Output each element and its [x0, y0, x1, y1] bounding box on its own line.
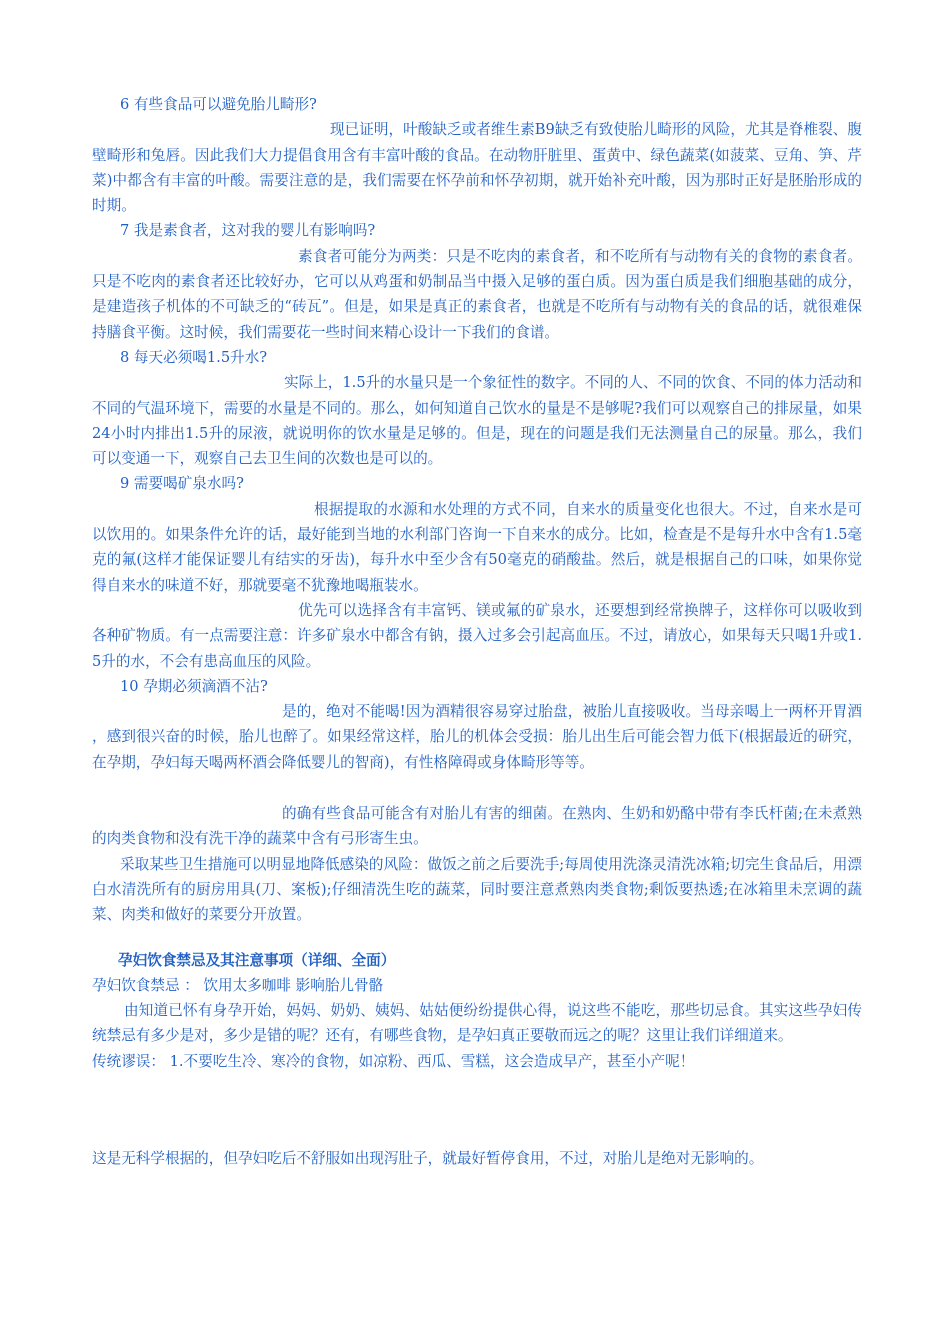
answer-8: 实际上，1.5升的水量只是一个象征性的数字。不同的人、不同的饮食、不同的体力活动和不同的气温环境下，需要的水量是不同的。那么，如何知道自己饮水的量是不是够呢?我们可以观察自己的排尿量，如果24小时内排出1.5升的尿液，就说明你的饮水量是足够的。但是，现在的问题是我们无法测量自己的尿量。那么，我们可以变通一下，观察自己去卫生间的次数也是可以的。	[92, 374, 862, 468]
answer-10-hygiene: 采取某些卫生措施可以明显地降低感染的风险：做饭之前之后要洗手;每周使用洗涤灵清洗冰箱;切完生食品后，用漂白水清洗所有的厨房用具(刀、案板);仔细清洗生吃的蔬菜，同时要注意煮熟肉类食物;剩饭要热透;在冰箱里未烹调的蔬菜、肉类和做好的菜要分开放置。	[92, 855, 862, 924]
spacer	[92, 1074, 862, 1146]
article-intro: 由知道已怀有身孕开始，妈妈、奶奶、姨妈、姑姑便纷纷提供心得，说这些不能吃，那些切忌食。其实这些孕妇传统禁忌有多少是对，多少是错的呢？还有，有哪些食物，是孕妇真正要敬而远之的呢？这里让我们详细道来。	[92, 1002, 862, 1045]
article-myth: 传统谬误： 1.不要吃生冷、寒冷的食物，如凉粉、西瓜、雪糕，这会造成早产，甚至小产呢！	[92, 1052, 695, 1070]
answer-9: 根据提取的水源和水处理的方式不同，自来水的质量变化也很大。不过，自来水是可以饮用的。如果条件允许的话，最好能到当地的水利部门咨询一下自来水的成分。比如，检查是不是每升水中含有1.5毫克的氟(这样才能保证婴儿有结实的牙齿)，每升水中至少含有50毫克的硝酸盐。然后，就是根据自己的口味，如果你觉得自来水的味道不好，那就要毫不犹豫地喝瓶装水。	[92, 500, 862, 594]
question-7: 7 我是素食者，这对我的婴儿有影响吗?	[120, 222, 376, 240]
article-subtitle: 孕妇饮食禁忌 ： 饮用太多咖啡 影响胎儿骨骼	[92, 976, 384, 994]
article-conclusion: 这是无科学根据的，但孕妇吃后不舒服如出现泻肚子，就最好暂停食用，不过，对胎儿是绝对无影响的。	[92, 1149, 764, 1167]
question-8: 8 每天必须喝1.5升水?	[120, 348, 268, 366]
question-6: 6 有些食品可以避免胎儿畸形?	[120, 96, 317, 113]
question-10: 10 孕期必须滴酒不沾?	[120, 677, 268, 695]
question-9: 9 需要喝矿泉水吗?	[120, 475, 244, 493]
spacer	[92, 775, 862, 801]
answer-6: 现已证明，叶酸缺乏或者维生素B9缺乏有致使胎儿畸形的风险，尤其是脊椎裂、腹壁畸形和兔唇。因此我们大力提倡食用含有丰富叶酸的食品。在动物肝脏里、蛋黄中、绿色蔬菜(如菠菜、豆角、笋、芹菜)中都含有丰富的叶酸。需要注意的是，我们需要在怀孕前和怀孕初期，就开始补充叶酸，因为那时正好是胚胎形成的时期。	[92, 121, 862, 215]
answer-7: 素食者可能分为两类：只是不吃肉的素食者，和不吃所有与动物有关的食物的素食者。只是不吃肉的素食者还比较好办，它可以从鸡蛋和奶制品当中摄入足够的蛋白质。因为蛋白质是我们细胞基础的成分，是建造孩子机体的不可缺乏的“砖瓦”。但是，如果是真正的素食者，也就是不吃所有与动物有关的食品的话，就很难保持膳食平衡。这时候，我们需要花一些时间来精心设计一下我们的食谱。	[92, 247, 862, 341]
answer-10-bacteria: 的确有些食品可能含有对胎儿有害的细菌。在熟肉、生奶和奶酪中带有李氏杆菌;在未煮熟的肉类食物和没有洗干净的蔬菜中含有弓形寄生虫。	[92, 805, 862, 848]
answer-9-continued: 优先可以选择含有丰富钙、镁或氟的矿泉水，还要想到经常换牌子，这样你可以吸收到各种矿物质。有一点需要注意：许多矿泉水中都含有钠，摄入过多会引起高血压。不过，请放心，如果每天只喝1升或1.5升的水，不会有患高血压的风险。	[92, 601, 862, 670]
answer-10: 是的，绝对不能喝!因为酒精很容易穿过胎盘，被胎儿直接吸收。当母亲喝上一两杯开胃酒，感到很兴奋的时候，胎儿也醉了。如果经常这样，胎儿的机体会受损：胎儿出生后可能会智力低下(根据最近的研究，在孕期，孕妇每天喝两杯酒会降低婴儿的智商)，有性格障碍或身体畸形等等。	[92, 703, 862, 771]
document-page	[92, 92, 862, 1171]
article-title: 孕妇饮食禁忌及其注意事项（详细、全面）	[118, 951, 396, 969]
